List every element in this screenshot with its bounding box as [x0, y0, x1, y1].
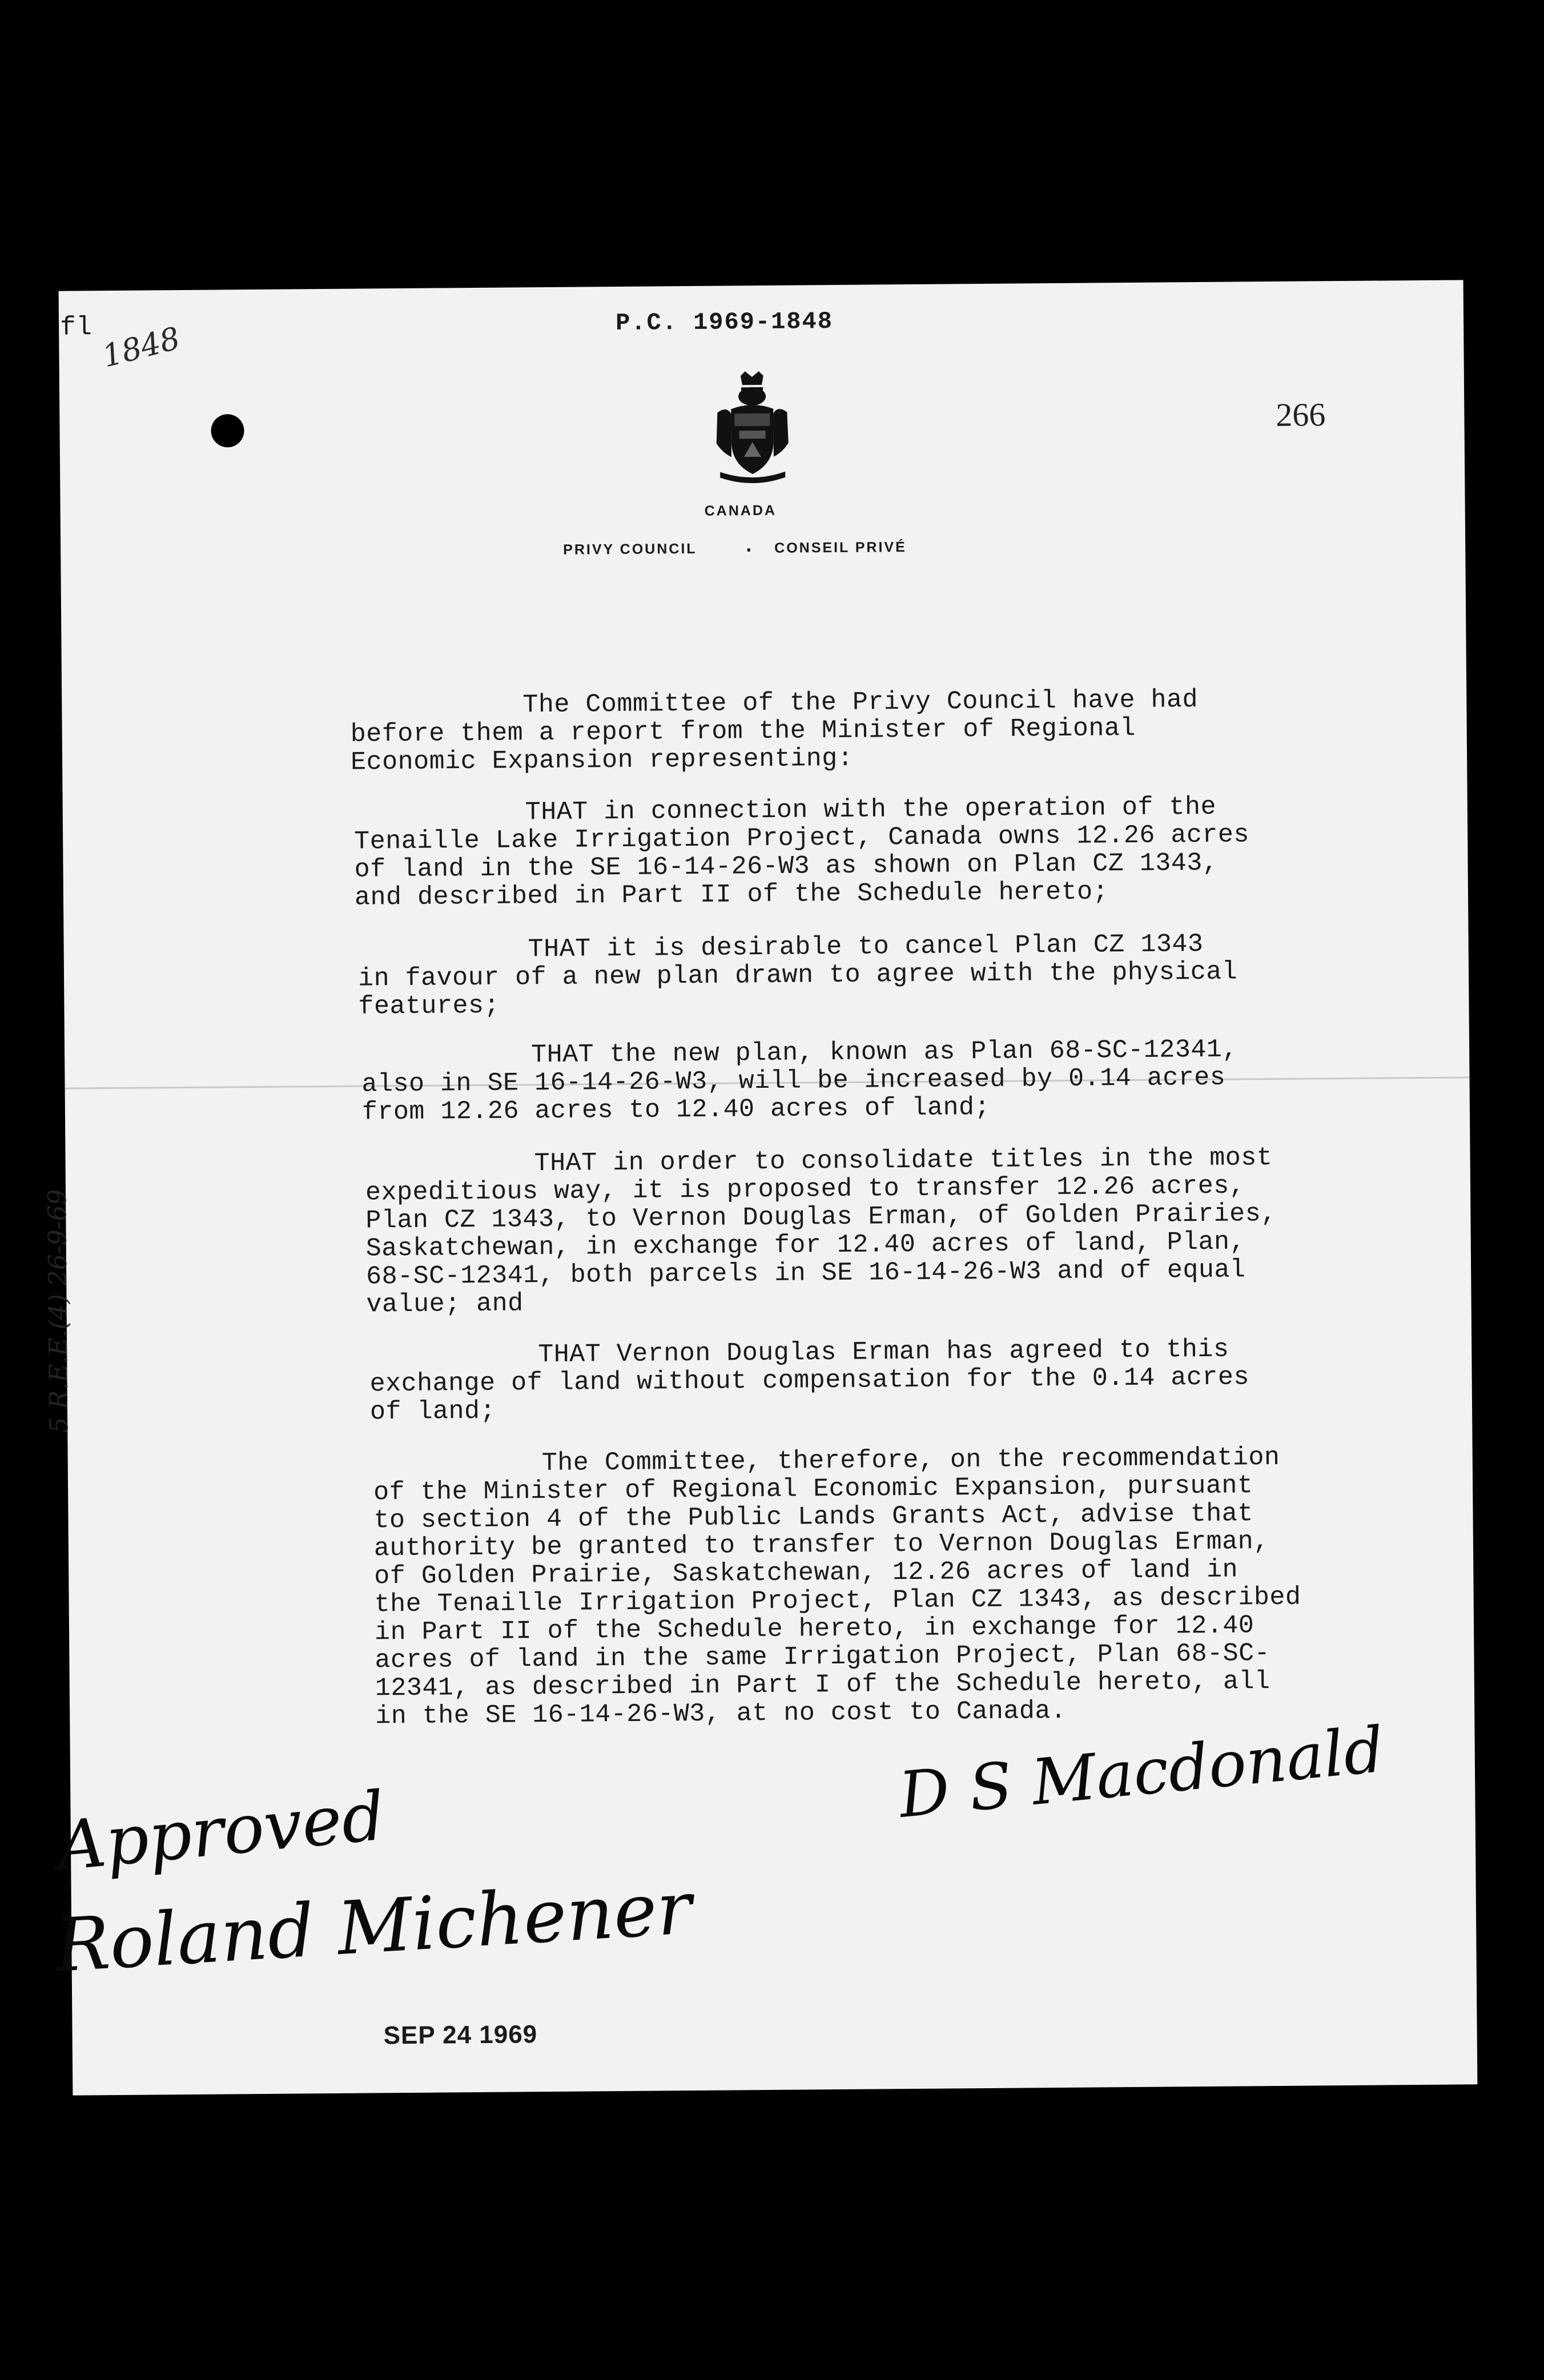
paragraph-line: The Committee of the Privy Council have had: [522, 685, 1199, 720]
paragraph-line: Economic Expansion representing:: [350, 743, 854, 777]
paragraph-ownership: [354, 793, 1250, 911]
paragraph-line: of the Minister of Regional Economic Expansion, pursuant: [373, 1471, 1253, 1507]
minister-signature: D S Macdonald: [895, 1712, 1388, 1832]
paragraph-line: THAT in order to consolidate titles in the most: [534, 1143, 1273, 1179]
paragraph-recommendation: [373, 1444, 1302, 1731]
paragraph-agreement: [369, 1335, 1249, 1426]
paragraph-line: from 12.26 acres to 12.40 acres of land;: [361, 1092, 991, 1127]
header-separator: ·: [746, 538, 755, 562]
paragraph-line: in the SE 16-14-26-W3, at no cost to Canada.: [375, 1696, 1067, 1731]
handwritten-order-number: 1848: [98, 320, 184, 375]
header-council-fr: CONSEIL PRIVÉ: [774, 539, 907, 556]
paragraph-line: exchange of land without compensation for the 0.14 acres: [369, 1362, 1250, 1399]
paragraph-transfer: [365, 1144, 1277, 1319]
paragraph-line: in Part II of the Schedule hereto, in exchange for 12.40: [374, 1611, 1254, 1647]
paragraph-line: of land in the SE 16-14-26-W3 as shown on Plan CZ 1343,: [354, 848, 1219, 885]
paragraph-line: THAT in connection with the operation of the: [525, 792, 1217, 827]
paragraph-cancel-plan: [358, 930, 1238, 1021]
order-number: P.C. 1969-1848: [615, 308, 834, 337]
paragraph-line: and described in Part II of the Schedule hereto;: [354, 877, 1109, 912]
paragraph-line: value; and: [366, 1289, 524, 1320]
paragraph-line: before them a report from the Minister of Regional: [350, 713, 1136, 749]
governor-general-signature: Roland Michener: [52, 1865, 694, 1989]
paragraph-line: of Golden Prairie, Saskatchewan, 12.26 acres of land in: [374, 1555, 1239, 1591]
punch-hole: [211, 414, 244, 447]
paragraph-new-plan: [361, 1036, 1239, 1127]
paragraph-line: the Tenaille Irrigation Project, Plan CZ 1343, as described: [374, 1582, 1301, 1619]
paragraph-line: of land;: [369, 1396, 496, 1427]
paragraph-line: THAT the new plan, known as Plan 68-SC-12341,: [530, 1035, 1239, 1070]
paragraph-line: 68-SC-12341, both parcels in SE 16-14-26-W3 and of equal: [366, 1255, 1246, 1292]
paragraph-line: THAT it is desirable to cancel Plan CZ 1343: [528, 930, 1204, 964]
paragraph-line: authority be granted to transfer to Vernon Douglas Erman,: [373, 1527, 1269, 1563]
header-council-en: PRIVY COUNCIL: [563, 540, 697, 558]
margin-code: fl: [59, 312, 93, 343]
paragraph-line: Tenaille Lake Irrigation Project, Canada owns 12.26 acres: [354, 820, 1250, 857]
paragraph-line: Plan CZ 1343, to Vernon Douglas Erman, of Golden Prairies,: [365, 1199, 1277, 1236]
page-number: 266: [1276, 396, 1326, 433]
date-stamp: SEP 24 1969: [383, 2020, 538, 2050]
paragraph-line: features;: [358, 991, 500, 1022]
paragraph-line: expeditious way, it is proposed to transfer 12.26 acres,: [365, 1171, 1245, 1208]
header-country: CANADA: [704, 502, 777, 519]
approved-handwriting: Approved: [53, 1776, 388, 1886]
paragraph-line: also in SE 16-14-26-W3, will be increased by 0.14 acres: [361, 1063, 1226, 1099]
coat-of-arms-emblem: [709, 371, 796, 483]
paragraph-line: THAT Vernon Douglas Erman has agreed to this: [538, 1334, 1229, 1370]
document-page: [42, 280, 1478, 2095]
margin-handwritten-note: 5 R.E.E.(4) 26-9-69: [42, 1189, 74, 1433]
paragraph-line: The Committee, therefore, on the recommendation: [541, 1442, 1280, 1478]
paragraph-line: Saskatchewan, in exchange for 12.40 acres of land, Plan,: [365, 1227, 1246, 1264]
paragraph-line: in favour of a new plan drawn to agree with the physical: [357, 957, 1238, 994]
paragraph-line: 12341, as described in Part I of the Schedule hereto, all: [375, 1667, 1270, 1703]
paragraph-line: acres of land in the same Irrigation Project, Plan 68-SC-: [375, 1639, 1270, 1675]
paragraph-line: to section 4 of the Public Lands Grants Act, advise that: [373, 1499, 1253, 1535]
paragraph-intro: [350, 686, 1199, 777]
